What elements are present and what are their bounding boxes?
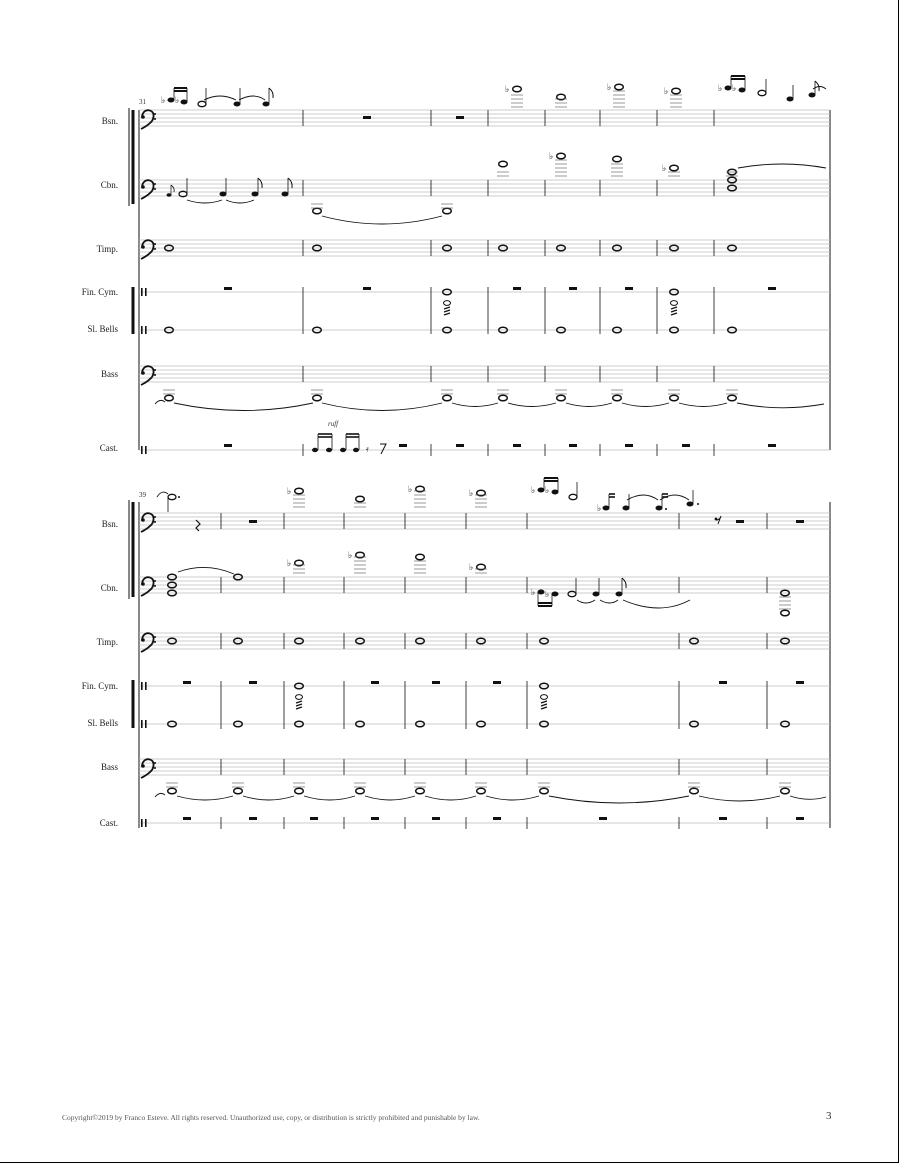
staff-bass [139, 366, 830, 382]
label-bassoon: Bsn. [101, 116, 118, 126]
contrabassoon-notes [168, 551, 791, 616]
staff-timpani [139, 240, 830, 256]
ruff-annotation: ruff [328, 420, 339, 428]
staff-bass [139, 759, 830, 775]
barlines [221, 513, 767, 829]
svg-text:♭: ♭ [545, 486, 550, 496]
svg-text:♭: ♭ [545, 590, 550, 600]
copyright-notice: Copyright©2019 by Franco Esteve. All rights reserved. Unauthorized use, copy, or distribution is strictly prohibited and punishable by law. [62, 1113, 480, 1122]
finger-cymbals-notes [183, 681, 804, 689]
measure-number: 39 [139, 491, 146, 499]
staff-contrabassoon [139, 180, 830, 196]
label-contrabassoon: Cbn. [100, 583, 118, 593]
bass-notes [155, 390, 824, 411]
staff-bassoon [139, 513, 830, 529]
label-bass: Bass [100, 369, 118, 379]
staff-contrabassoon [139, 577, 830, 593]
label-timpani: Timp. [96, 637, 118, 647]
svg-text:𝄿: 𝄿 [366, 445, 369, 455]
bassoon-notes [161, 76, 826, 119]
label-sleigh-bells: Sl. Bells [87, 718, 118, 728]
label-castanets: Cast. [99, 818, 118, 828]
system-2 [82, 478, 830, 829]
svg-text:♭: ♭ [732, 84, 737, 94]
svg-text:♭: ♭ [597, 504, 602, 514]
page-number: 3 [826, 1110, 832, 1122]
label-castanets: Cast. [99, 443, 118, 453]
svg-text:♭: ♭ [718, 84, 723, 94]
label-finger-cymbals: Fin. Cym. [81, 681, 118, 691]
bass-notes [155, 783, 826, 803]
svg-text:♭: ♭ [161, 96, 166, 106]
label-finger-cymbals: Fin. Cym. [81, 287, 118, 297]
bassoon-notes [157, 478, 804, 531]
svg-text:♭: ♭ [531, 486, 536, 496]
svg-text:♭: ♭ [531, 588, 536, 598]
measure-number: 31 [139, 98, 146, 106]
finger-cymbals-notes [224, 287, 776, 295]
label-timpani: Timp. [96, 244, 118, 254]
label-sleigh-bells: Sl. Bells [87, 324, 118, 334]
label-bass: Bass [100, 762, 118, 772]
label-bassoon: Bsn. [101, 519, 118, 529]
svg-text:♭: ♭ [175, 96, 180, 106]
sleigh-bells-notes [168, 695, 790, 727]
staff-bassoon [139, 110, 830, 126]
label-contrabassoon: Cbn. [100, 180, 118, 190]
system-1 [82, 76, 830, 456]
castanets-notes [183, 817, 804, 820]
barlines [303, 110, 714, 456]
sleigh-bells-notes [165, 301, 737, 333]
